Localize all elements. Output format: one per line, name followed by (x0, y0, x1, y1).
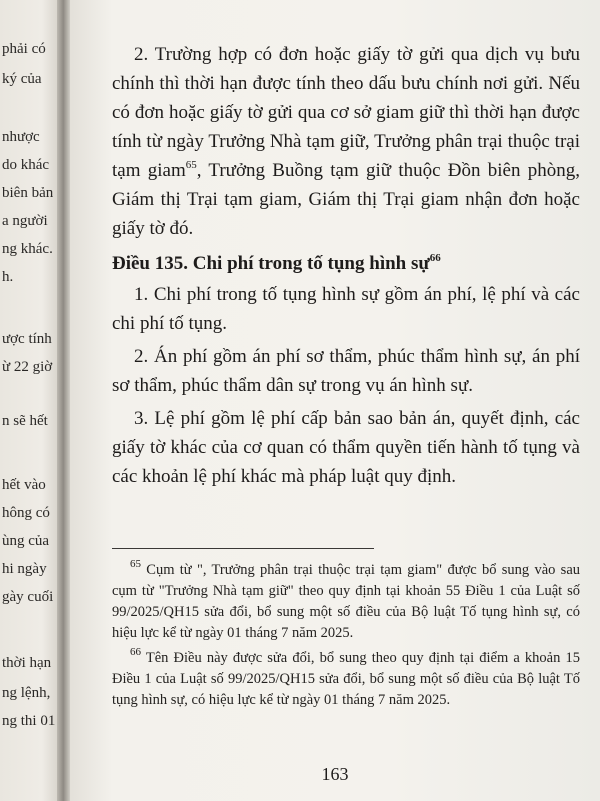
left-page-fragment: ược tính (2, 331, 52, 347)
left-page-edge (0, 0, 60, 801)
footnote-divider (112, 548, 374, 549)
left-page-fragment: ừ 22 giờ (2, 359, 53, 375)
footnote-text: Tên Điều này được sửa đổi, bổ sung theo quy định tại điểm a khoản 15 Điều 1 của Luật số 99/2025/QH15 sửa đổi, bổ sung một số điều của Bộ luật Tố tụng hình sự, có hiệu lực kể từ ngày 01 tháng 7 năm 2025. (112, 650, 580, 708)
page-body (112, 40, 580, 491)
left-page-fragment: ký của (2, 71, 42, 87)
left-page-fragment: phải có (2, 41, 46, 57)
left-page-fragment: ùng của (2, 533, 50, 549)
footnote-66 (112, 648, 580, 711)
left-page-fragment: a người (2, 213, 48, 229)
footnote-ref-65: 65 (185, 158, 197, 171)
footnote-number: 66 (130, 646, 141, 659)
footnote-text: Cụm từ ", Trưởng phân trại thuộc trại tạm giam" được bổ sung vào sau cụm từ "Trưởng Nhà tạm giữ" theo quy định tại khoản 55 Điều 1 của Luật số 99/2025/QH15 sửa đổi, bổ sung một số điều của Bộ luật Tố tụng hình sự, có hiệu lực kể từ ngày 01 tháng 7 năm 2025. (112, 562, 580, 641)
left-page-fragment: nhược (2, 129, 40, 145)
footnotes (112, 560, 580, 715)
left-page-fragment: hết vào (2, 477, 46, 493)
paragraph-article-3: 3. Lệ phí gồm lệ phí cấp bản sao bản án, quyết định, các giấy tờ khác của cơ quan có thẩm quyền tiến hành tố tụng và các khoản lệ phí khác mà pháp luật quy định. (112, 408, 580, 487)
paragraph-article-1: 1. Chi phí trong tố tụng hình sự gồm án phí, lệ phí và các chi phí tố tụng. (112, 284, 580, 334)
left-page-fragment: ng lệnh, (2, 685, 51, 701)
left-page-fragment: n sẽ hết (2, 413, 48, 429)
paragraph-article-2: 2. Án phí gồm án phí sơ thẩm, phúc thẩm hình sự, án phí sơ thẩm, phúc thẩm dân sự trong vụ án hình sự. (112, 346, 580, 396)
article-heading (112, 249, 580, 278)
book-gutter (57, 0, 71, 801)
left-page-fragment: ng khác. (2, 241, 53, 257)
left-page-fragment: gày cuối (2, 589, 54, 605)
page-number: 163 (321, 764, 349, 784)
left-page-fragment: biên bản (2, 185, 54, 201)
left-page-fragment: thời hạn (2, 655, 52, 671)
right-page (70, 0, 600, 801)
footnote-number: 65 (130, 558, 141, 571)
heading-text: Điều 135. Chi phí trong tố tụng hình sự (112, 253, 430, 274)
left-page-fragment: h. (2, 269, 14, 285)
left-page-fragment: hi ngày (2, 561, 47, 577)
left-page-fragment: ng thi 01 (2, 713, 56, 729)
paragraph-2-postal (112, 40, 580, 243)
paragraph-text: 2. Trường hợp có đơn hoặc giấy tờ gửi qua dịch vụ bưu chính thì thời hạn được tính theo dấu bưu chính nơi gửi. Nếu có đơn hoặc giấy tờ gửi qua cơ sở giam giữ thì thời hạn được tính từ ngày Trưởng Nhà tạm giữ, Trưởng phân trại thuộc trại tạm giam (112, 44, 580, 181)
left-page-fragment: hông có (2, 505, 50, 521)
left-page-fragment: do khác (2, 157, 50, 173)
paragraph-text: , Trưởng Buồng tạm giữ thuộc Đồn biên phòng, Giám thị Trại tạm giam, Giám thị Trại giam nhận đơn hoặc giấy tờ đó. (112, 160, 580, 239)
footnote-65 (112, 560, 580, 644)
footnote-ref-66: 66 (429, 251, 441, 264)
